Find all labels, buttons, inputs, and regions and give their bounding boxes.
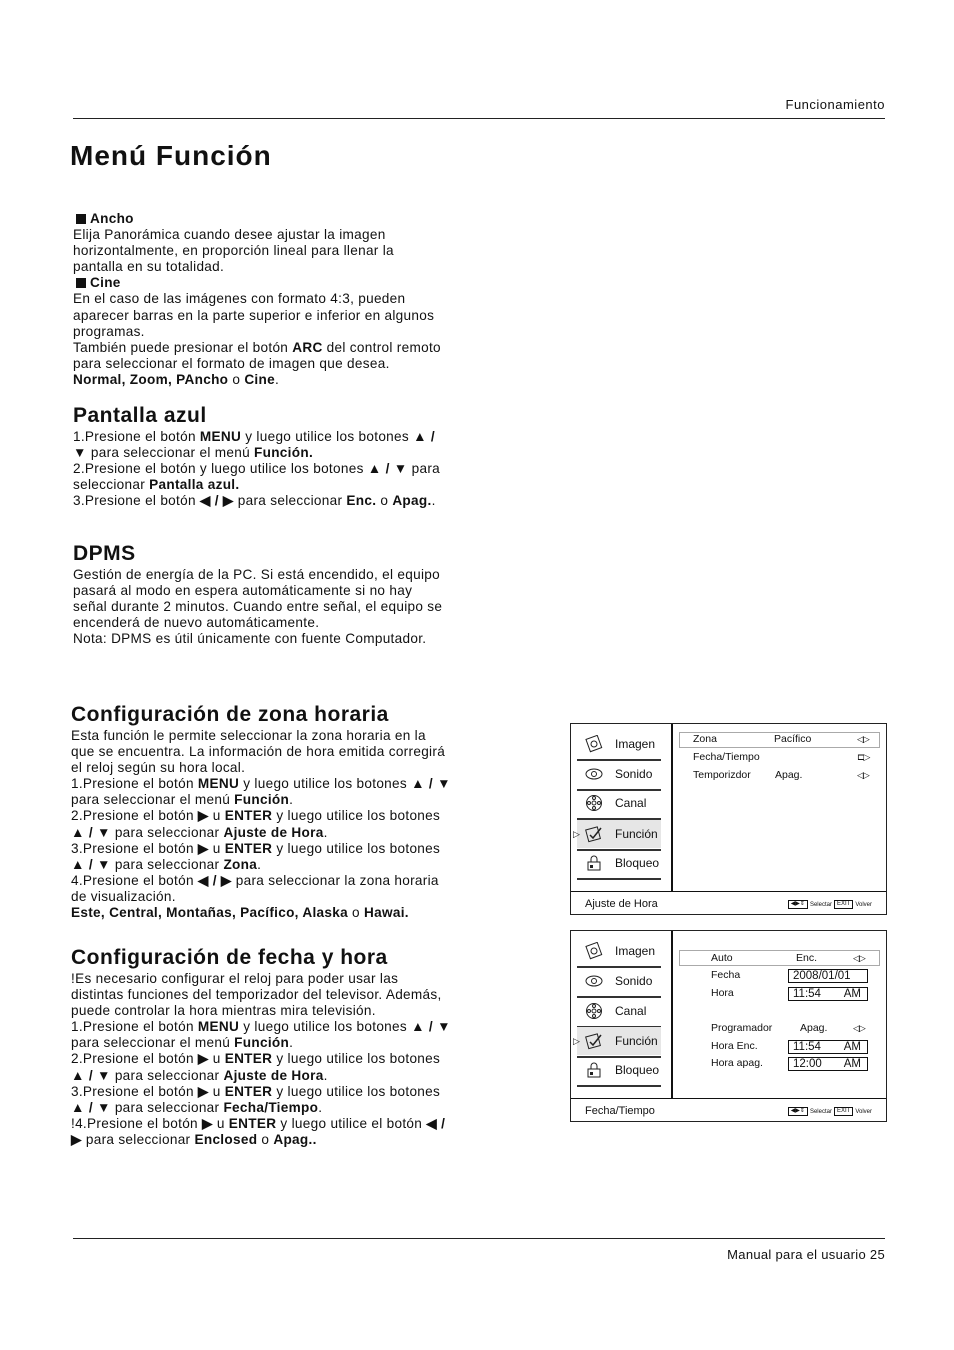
menu-item-label: Función xyxy=(615,1034,658,1048)
lock-icon xyxy=(585,854,603,872)
exit-key-icon: EXIT xyxy=(834,900,853,909)
function-icon xyxy=(585,1032,603,1050)
selected-caret-icon: ▷ xyxy=(573,829,580,839)
picture-icon xyxy=(585,942,603,960)
menu-item-sonido[interactable] xyxy=(577,760,661,788)
left-right-arrows-icon: ◁▷ xyxy=(857,734,869,744)
menu-item-label: Sonido xyxy=(615,767,653,781)
osd-zona-panel xyxy=(570,723,887,915)
menu-separator xyxy=(577,1085,661,1087)
row-key: Temporizdor xyxy=(693,769,751,781)
lock-icon xyxy=(585,1061,603,1079)
fecha-heading: Configuración de fecha y hora xyxy=(71,946,388,969)
menu-item-label: Función xyxy=(615,827,658,841)
enter-arrow-icon: ⊏▷ xyxy=(857,752,870,762)
top-rule xyxy=(73,118,885,119)
osd-footer-rule xyxy=(571,891,886,892)
nav-keys-icon: ◀▶⇕ xyxy=(788,900,808,909)
channel-icon xyxy=(585,794,603,812)
ancho-cine-block xyxy=(73,211,445,388)
menu-item-label: Sonido xyxy=(615,974,653,988)
osd-footer-title: Fecha/Tiempo xyxy=(585,1105,655,1117)
cine-label: Cine xyxy=(90,275,121,291)
dpms-text: Gestión de energía de la PC. Si está encendido, el equipo pasará al modo en espera automáticamente si no hay señal durante 2 minutos. Cuando entre señal, el equipo se encenderá de nuevo automáticamente. Nota: DPMS es útil únicamente con fuente Computador. xyxy=(73,567,443,647)
menu-item-bloqueo[interactable] xyxy=(577,1056,661,1084)
time-field[interactable]: 11:54 AM xyxy=(788,987,868,1001)
page-title: Menú Función xyxy=(70,140,272,171)
row-key: Hora apag. xyxy=(711,1057,763,1069)
row-key: Hora xyxy=(711,987,734,999)
left-right-arrows-icon: ◁▷ xyxy=(853,953,865,963)
row-key: Hora Enc. xyxy=(711,1040,758,1052)
pantalla-steps: 1.Presione el botón MENU y luego utilice los botones ▲ / ▼ para seleccionar el menú Función. 2.Presione el botón y luego utilice los botones ▲ / ▼ para seleccionar Pantalla azul. 3.Presione el botón ◀ / ▶ para seleccionar Enc. o Apag.. xyxy=(73,429,440,509)
menu-item-label: Bloqueo xyxy=(615,856,660,870)
menu-item-funcion[interactable] xyxy=(573,820,661,848)
time-field[interactable]: 11:54 AM xyxy=(788,1040,868,1054)
row-value: Pacífico xyxy=(774,733,812,745)
menu-item-label: Bloqueo xyxy=(615,1063,660,1077)
osd-fecha-panel xyxy=(570,930,887,1122)
menu-separator xyxy=(577,878,661,880)
page-footer: Manual para el usuario 25 xyxy=(727,1247,885,1262)
row-key: Fecha/Tiempo xyxy=(693,751,760,763)
sound-icon xyxy=(585,972,603,990)
row-value: Apag. xyxy=(775,769,803,781)
select-hint: Selectar xyxy=(809,1108,832,1115)
channel-icon xyxy=(585,1002,603,1020)
menu-item-imagen[interactable] xyxy=(577,730,661,758)
exit-key-icon: EXIT xyxy=(834,1107,853,1116)
menu-item-canal[interactable] xyxy=(577,997,661,1025)
nav-keys-icon: ◀▶⇕ xyxy=(788,1107,808,1116)
menu-item-funcion[interactable] xyxy=(573,1027,661,1055)
select-hint: Selectar xyxy=(809,901,832,908)
square-bullet-icon xyxy=(76,214,86,224)
osd-divider xyxy=(671,931,673,1099)
row-key: Programador xyxy=(711,1022,773,1034)
sound-icon xyxy=(585,765,603,783)
picture-icon xyxy=(585,735,603,753)
osd-footer-rule xyxy=(571,1098,886,1099)
menu-item-sonido[interactable] xyxy=(577,967,661,995)
pantalla-heading: Pantalla azul xyxy=(73,404,207,427)
date-field[interactable]: 2008/01/01 xyxy=(788,969,868,983)
square-bullet-icon xyxy=(76,278,86,288)
selected-caret-icon: ▷ xyxy=(573,1036,580,1046)
ancho-text: Elija Panorámica cuando desee ajustar la imagen horizontalmente, en proporción lineal para llenar la pantalla en su totalidad. xyxy=(73,227,394,275)
menu-item-imagen[interactable] xyxy=(577,937,661,965)
function-icon xyxy=(585,825,603,843)
menu-item-canal[interactable] xyxy=(577,789,661,817)
section-label: Funcionamiento xyxy=(785,97,885,112)
menu-item-label: Canal xyxy=(615,796,647,810)
osd-footer-title: Ajuste de Hora xyxy=(585,898,658,910)
zona-steps: Esta función le permite seleccionar la zona horaria en la que se encuentra. La información de hora emitida corregirá el reloj según su hora local. 1.Presione el botón MENU y luego utilice los botones ▲ / ▼ para seleccionar el menú Función. 2.Presione el botón ▶ u ENTER y luego utilice los botones ▲ / ▼ para seleccionar Ajuste de Hora. 3.Presione el botón ▶ u ENTER y luego utilice los botones ▲ / ▼ para seleccionar Zona. 4.Presione el botón ◀ / ▶ para seleccionar la zona horaria de visualización. Este, Central, Montañas, Pacífico, Alaska o Hawai. xyxy=(71,728,451,921)
row-value: Enc. xyxy=(796,952,818,964)
left-right-arrows-icon: ◁▷ xyxy=(853,1023,865,1033)
osd-divider xyxy=(671,724,673,892)
time-field[interactable]: 12:00 AM xyxy=(788,1057,868,1071)
back-hint: Volver xyxy=(855,1108,872,1115)
menu-item-label: Imagen xyxy=(615,737,656,751)
fecha-steps: !Es necesario configurar el reloj para poder usar las distintas funciones del temporizador del televisor. Además, puede controlar la hora mientras mira televisión. 1.Presione el botón MENU y luego utilice los botones ▲ / ▼ para seleccionar el menú Función. 2.Presione el botón ▶ u ENTER y luego utilice los botones ▲ / ▼ para seleccionar Ajuste de Hora. 3.Presione el botón ▶ u ENTER y luego utilice los botones ▲ / ▼ para seleccionar Fecha/Tiempo. !4.Presione el botón ▶ u ENTER y luego utilice el botón ◀ / ▶ para seleccionar Enclosed o Apag.. xyxy=(71,971,451,1147)
row-key: Zona xyxy=(693,733,717,745)
arc-text: También puede presionar el botón ARC del control remoto para seleccionar el formato de imagen que desea. Normal, Zoom, PAncho o Cine. xyxy=(73,339,441,387)
row-key: Auto xyxy=(711,952,733,964)
zona-heading: Configuración de zona horaria xyxy=(71,703,389,726)
row-value: Apag. xyxy=(800,1022,828,1034)
cine-text: En el caso de las imágenes con formato 4:3, pueden aparecer barras en la parte superior e inferior en algunos programas. xyxy=(73,291,435,339)
ancho-label: Ancho xyxy=(90,211,134,226)
row-key: Fecha xyxy=(711,969,741,981)
back-hint: Volver xyxy=(855,901,872,908)
menu-item-label: Canal xyxy=(615,1004,647,1018)
bottom-rule xyxy=(73,1238,885,1239)
left-right-arrows-icon: ◁▷ xyxy=(857,770,869,780)
osd-footer-hints xyxy=(788,1107,872,1116)
menu-item-label: Imagen xyxy=(615,944,656,958)
selected-row-highlight xyxy=(679,950,880,966)
dpms-heading: DPMS xyxy=(73,542,136,565)
osd-footer-hints xyxy=(788,900,872,909)
menu-item-bloqueo[interactable] xyxy=(577,849,661,877)
